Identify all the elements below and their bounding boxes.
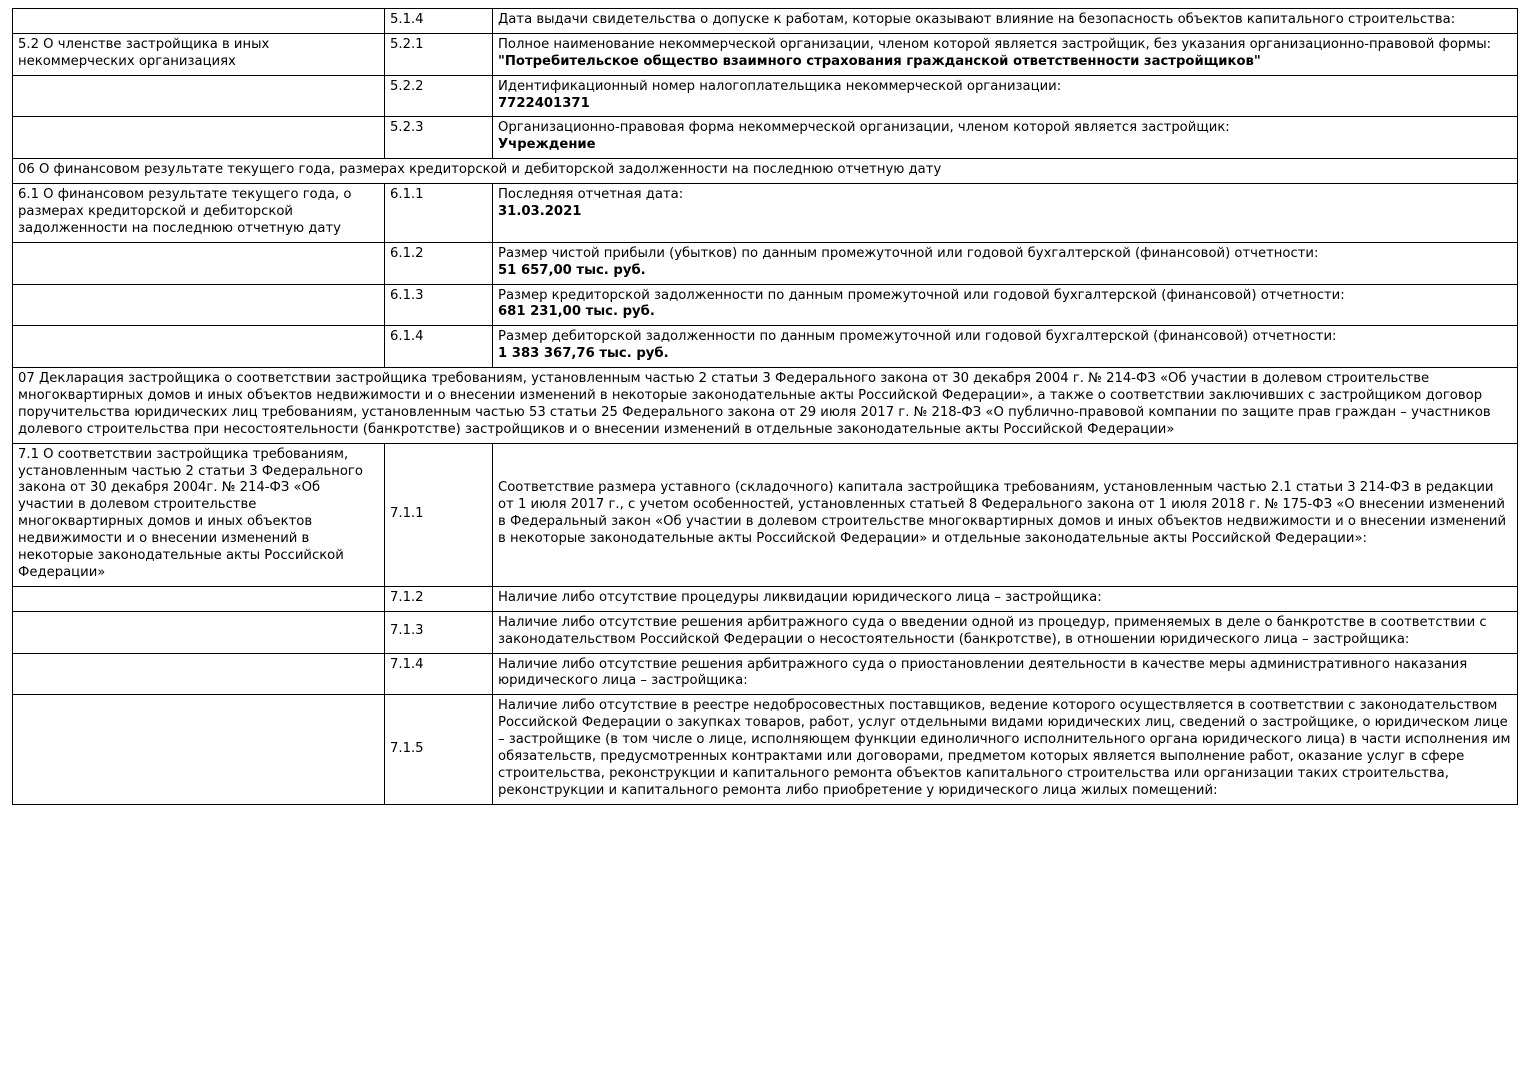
row-label: 6.1 О финансовом результате текущего года, о размерах кредиторской и дебиторской задолженности на последнюю отчетную дату [18,187,352,236]
row-content-cell [493,284,1518,326]
row-label-cell [13,695,385,804]
row-code-cell [385,184,493,243]
row-text: Наличие либо отсутствие в реестре недобросовестных поставщиков, ведение которого осуществляется в соответствии с законодательством Российской Федерации о закупках товаров, работ, услуг отдельными видами юридических лиц, сведений о застройщике, о юридическом лице – застройщике (в том числе о лице, исполняющем функции единоличного исполнительного органа юридического лица) в части исполнения им обязательств, предусмотренных контрактами или договорами, предметом которых является выполнение работ, оказание услуг в сфере строительства, реконструкции и капитального ремонта объектов капитального строительства или организации таких строительства, реконструкции и капитального ремонта либо приобретение у юридического лица жилых помещений: [498,698,1511,798]
row-code-cell [385,695,493,804]
section-row [13,159,1518,184]
row-text: Дата выдачи свидетельства о допуске к работам, которые оказывают влияние на безопасность объектов капитального строительства: [498,12,1456,27]
table-row [13,653,1518,695]
row-code-cell [385,75,493,117]
table-row [13,326,1518,368]
row-code-cell [385,117,493,159]
row-code: 7.1.1 [390,505,424,521]
row-content-cell [493,117,1518,159]
table-row [13,9,1518,34]
row-text: Размер чистой прибыли (убытков) по данным промежуточной или годовой бухгалтерской (финансовой) отчетности: [498,245,1319,261]
row-content-cell [493,184,1518,243]
row-content-cell [493,443,1518,586]
row-label-cell [13,117,385,159]
row-code-cell [385,653,493,695]
row-label-cell [13,242,385,284]
row-code-cell [385,242,493,284]
row-code: 5.2.3 [390,120,424,136]
table-row [13,284,1518,326]
table-row [13,611,1518,653]
row-content-cell [493,326,1518,368]
row-text: Полное наименование некоммерческой организации, членом которой является застройщик, без указания организационно-правовой формы: [498,36,1492,52]
section-row [13,368,1518,444]
row-value: 31.03.2021 [498,204,582,220]
row-text: Идентификационный номер налогоплательщика некоммерческой организации: [498,78,1062,94]
row-code-cell [385,9,493,34]
row-label-cell [13,653,385,695]
row-value: 1 383 367,76 тыс. руб. [498,346,669,362]
table-row [13,586,1518,611]
row-label-cell [13,184,385,243]
row-code-cell [385,611,493,653]
section-header-07: 07 Декларация застройщика о соответствии застройщика требованиям, установленным частью 2 статьи 3 Федерального закона от 30 декабря 2004 г. № 214-ФЗ «Об участии в долевом строительстве многоквартирных домов и иных объектов недвижимости и о внесении изменений в некоторые законодательные акты Российской Федерации», а также о соответствии заключивших с застройщиком договор поручительства юридических лиц требованиям, установленным частью 53 статьи 25 Федерального закона от 29 июля 2017 г. № 218-ФЗ «О публично-правовой компании по защите прав граждан – участников долевого строительства при несостоятельности (банкротстве) застройщиков и о внесении изменений в отдельные законодательные акты Российской Федерации» [13,368,1518,444]
row-code: 6.1.2 [390,245,424,261]
row-label-cell [13,33,385,75]
row-code: 5.2.1 [390,36,424,52]
row-content-cell [493,9,1518,34]
row-label-cell [13,284,385,326]
row-code: 7.1.4 [390,656,424,672]
row-text: Наличие либо отсутствие процедуры ликвидации юридического лица – застройщика: [498,589,1102,605]
row-label: 5.2 О членстве застройщика в иных некоммерческих организациях [18,36,270,69]
row-code-cell [385,443,493,586]
row-content-cell [493,586,1518,611]
row-code: 7.1.2 [390,589,424,605]
row-text: Соответствие размера уставного (складочного) капитала застройщика требованиям, установленным частью 2.1 статьи 3 214-ФЗ в редакции от 1 июля 2017 г., с учетом особенностей, установленных статьей 8 Федерального закона от 1 июля 2018 г. № 175-ФЗ «О внесении изменений в Федеральный закон «Об участии в долевом строительстве многоквартирных домов и иных объектов недвижимости и о внесении изменений в некоторые законодательные акты Российской Федерации» и отдельные законодательные акты Российской Федерации»: [498,480,1507,547]
row-value: Учреждение [498,137,596,153]
row-code: 6.1.4 [390,329,424,345]
row-content-cell [493,695,1518,804]
row-text: Последняя отчетная дата: [498,187,684,203]
row-value: 7722401371 [498,95,590,111]
table-row [13,695,1518,804]
row-value: 681 231,00 тыс. руб. [498,304,655,320]
row-label-cell [13,443,385,586]
row-text: Размер дебиторской задолженности по данным промежуточной или годовой бухгалтерской (финансовой) отчетности: [498,329,1337,345]
row-content-cell [493,33,1518,75]
row-code-cell [385,33,493,75]
row-code-cell [385,326,493,368]
row-code-cell [385,284,493,326]
table-row [13,117,1518,159]
row-content-cell [493,75,1518,117]
table-row [13,33,1518,75]
row-value: 51 657,00 тыс. руб. [498,262,646,278]
declaration-table [12,8,1518,805]
row-code: 6.1.3 [390,287,424,303]
table-row [13,184,1518,243]
row-text: Наличие либо отсутствие решения арбитражного суда о приостановлении деятельности в качестве меры административного наказания юридического лица – застройщика: [498,656,1468,689]
row-code: 5.2.2 [390,78,424,94]
row-text: Организационно-правовая форма некоммерческой организации, членом которой является застройщик: [498,120,1230,136]
row-content-cell [493,242,1518,284]
row-label-cell [13,326,385,368]
row-label-cell [13,9,385,34]
section-header-06: 06 О финансовом результате текущего года, размерах кредиторской и дебиторской задолженности на последнюю отчетную дату [13,159,1518,184]
table-row [13,242,1518,284]
row-code-cell [385,586,493,611]
row-code: 7.1.3 [390,623,424,639]
row-value: "Потребительское общество взаимного страхования гражданской ответственности застройщиков" [498,53,1261,69]
row-code: 5.1.4 [390,12,424,27]
table-row [13,443,1518,586]
row-content-cell [493,653,1518,695]
row-text: Наличие либо отсутствие решения арбитражного суда о введении одной из процедур, применяемых в деле о банкротстве в соответствии с законодательством Российской Федерации о несостоятельности (банкротстве), в отношении юридического лица – застройщика: [498,614,1487,647]
row-label-cell [13,586,385,611]
table-row [13,75,1518,117]
row-text: Размер кредиторской задолженности по данным промежуточной или годовой бухгалтерской (финансовой) отчетности: [498,287,1345,303]
row-label: 7.1 О соответствии застройщика требованиям, установленным частью 2 статьи 3 Федерального закона от 30 декабря 2004г. № 214-ФЗ «Об участии в долевом строительстве многоквартирных домов и иных объектов недвижимости и о внесении изменений в некоторые законодательные акты Российской Федерации» [18,446,363,580]
row-label-cell [13,611,385,653]
row-code: 7.1.5 [390,740,424,756]
row-label-cell [13,75,385,117]
row-content-cell [493,611,1518,653]
row-code: 6.1.1 [390,187,424,203]
